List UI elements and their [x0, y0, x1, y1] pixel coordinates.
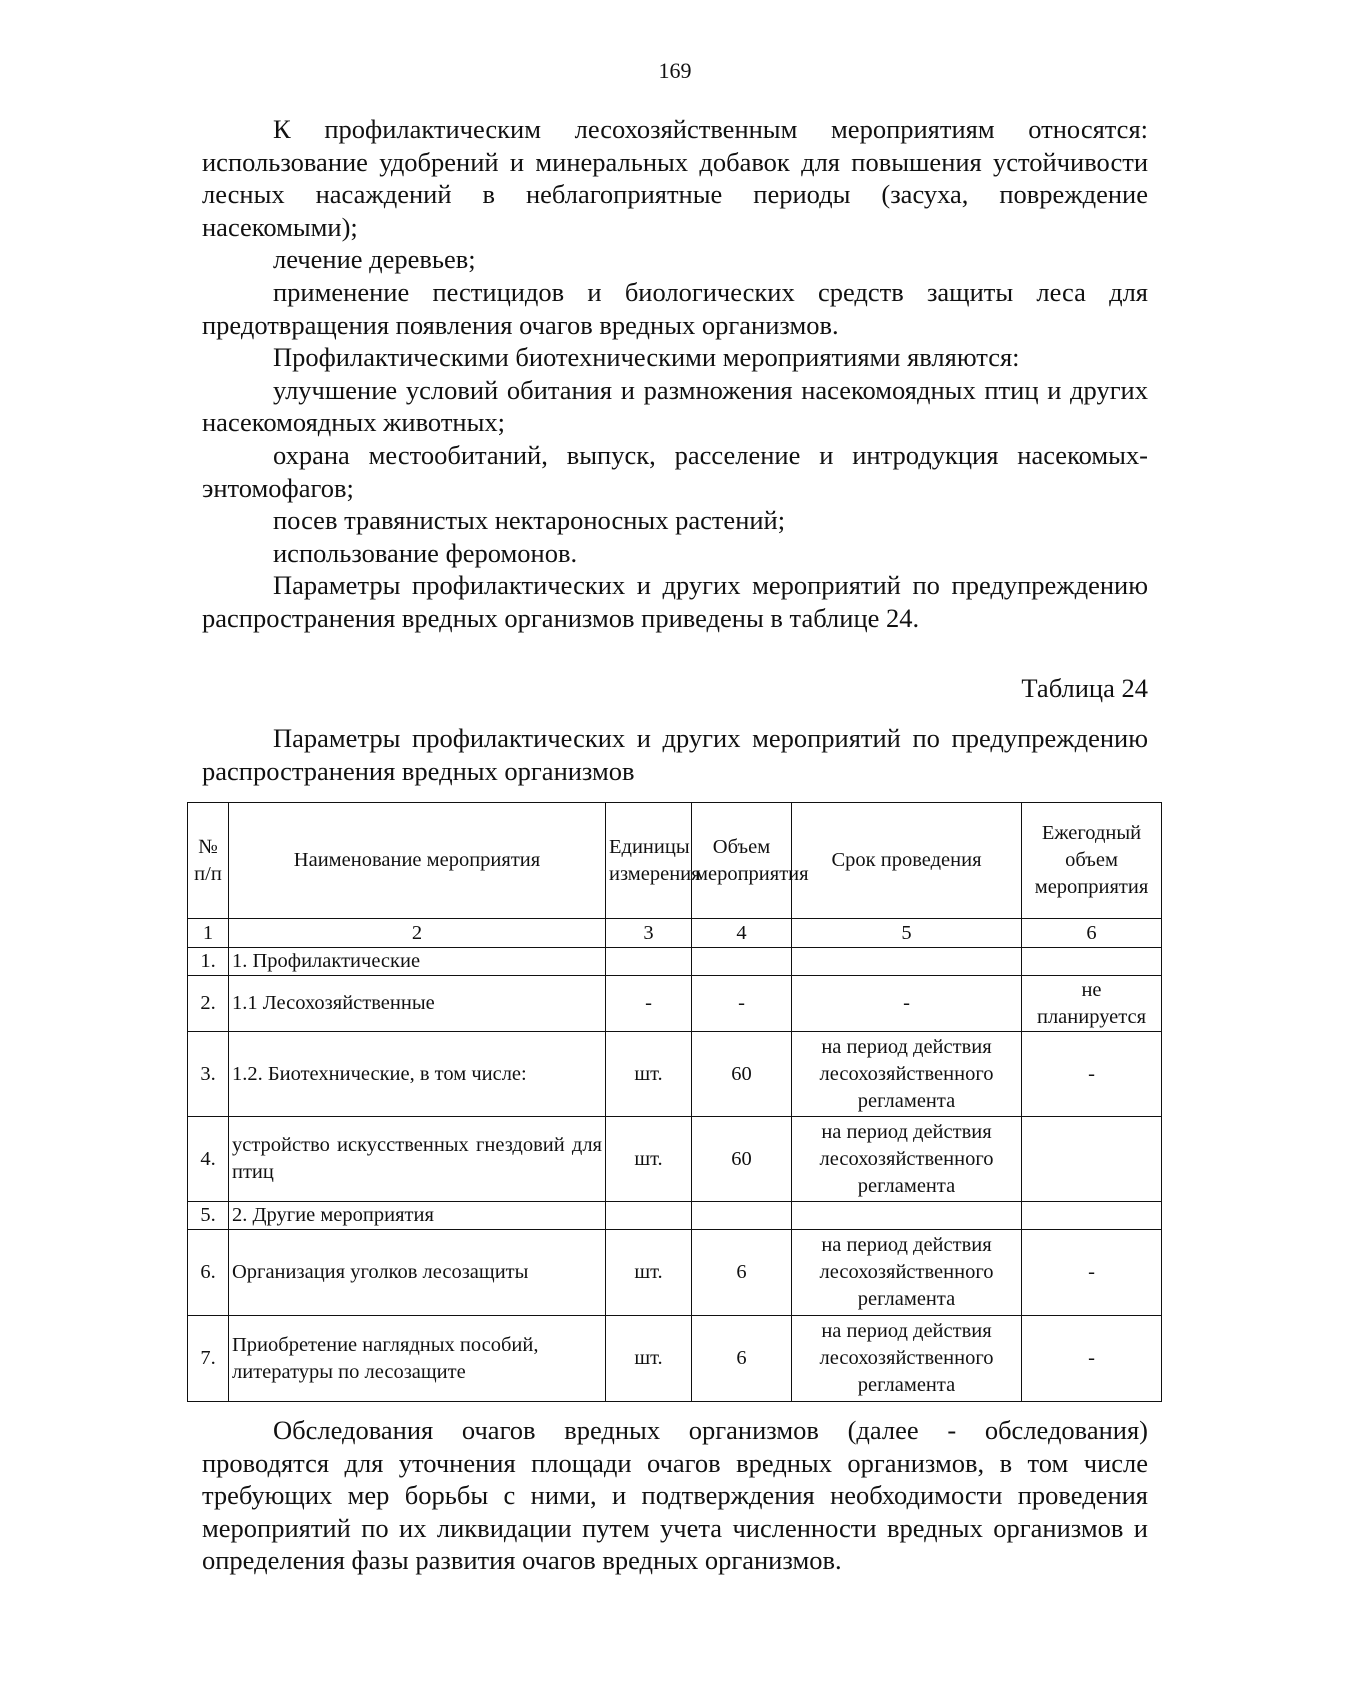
row-name: 2. Другие мероприятия — [229, 1202, 606, 1230]
row-unit — [606, 1202, 692, 1230]
row-volume: 6 — [692, 1230, 792, 1316]
row-num: 2. — [188, 976, 229, 1032]
row-unit: шт. — [606, 1316, 692, 1402]
table-row — [188, 1117, 1162, 1202]
row-unit: шт. — [606, 1032, 692, 1117]
row-volume: 6 — [692, 1316, 792, 1402]
column-number-row — [188, 919, 1162, 948]
row-num: 3. — [188, 1032, 229, 1117]
table-row — [188, 1202, 1162, 1230]
row-volume — [692, 948, 792, 976]
row-annual: не планируется — [1022, 976, 1162, 1032]
row-unit: - — [606, 976, 692, 1032]
paragraph: улучшение условий обитания и размножения насекомоядных птиц и других насекомоядных животных; — [202, 374, 1148, 438]
row-annual — [1022, 1202, 1162, 1230]
header-annual: Ежегодный объем мероприятия — [1022, 803, 1162, 919]
intro-text — [202, 113, 1148, 635]
table-caption — [202, 722, 1148, 787]
header-unit: Единицы измерения — [606, 803, 692, 919]
paragraph: К профилактическим лесохозяйственным мероприятиям относятся: использование удобрений и минеральных добавок для повышения устойчивости лесных насаждений в неблагоприятные периоды (засуха, повреждение насекомыми); — [202, 114, 1148, 242]
paragraph: использование феромонов. — [273, 537, 578, 568]
row-name: устройство искусственных гнездовий для птиц — [229, 1117, 606, 1202]
header-num: № п/п — [188, 803, 229, 919]
table-row — [188, 948, 1162, 976]
row-volume: 60 — [692, 1032, 792, 1117]
table-caption-text: Параметры профилактических и других мероприятий по предупреждению распространения вредных организмов — [202, 723, 1148, 786]
row-annual — [1022, 948, 1162, 976]
row-annual: - — [1022, 1316, 1162, 1402]
row-name: 1. Профилактические — [229, 948, 606, 976]
row-volume: - — [692, 976, 792, 1032]
row-annual: - — [1022, 1032, 1162, 1117]
page-number: 169 — [658, 58, 692, 83]
row-name: Приобретение наглядных пособий, литературы по лесозащите — [229, 1316, 606, 1402]
row-term: на период действия лесохозяйственного регламента — [792, 1117, 1022, 1202]
row-volume: 60 — [692, 1117, 792, 1202]
table-row — [188, 1032, 1162, 1117]
row-num: 7. — [188, 1316, 229, 1402]
measures-table — [187, 802, 1162, 1402]
row-term: на период действия лесохозяйственного регламента — [792, 1230, 1022, 1316]
row-term — [792, 948, 1022, 976]
header-term: Срок проведения — [792, 803, 1022, 919]
row-term: на период действия лесохозяйственного регламента — [792, 1316, 1022, 1402]
column-number: 1 — [188, 919, 229, 948]
header-name: Наименование мероприятия — [229, 803, 606, 919]
row-volume — [692, 1202, 792, 1230]
column-number: 3 — [606, 919, 692, 948]
table-row — [188, 1230, 1162, 1316]
row-unit — [606, 948, 692, 976]
row-term — [792, 1202, 1022, 1230]
row-num: 4. — [188, 1117, 229, 1202]
column-number: 6 — [1022, 919, 1162, 948]
row-name: 1.2. Биотехнические, в том числе: — [229, 1032, 606, 1117]
header-volume: Объем мероприятия — [692, 803, 792, 919]
table-header-row — [188, 803, 1162, 919]
row-annual — [1022, 1117, 1162, 1202]
paragraph: посев травянистых нектароносных растений; — [273, 505, 786, 536]
paragraph: лечение деревьев; — [273, 244, 476, 275]
column-number: 4 — [692, 919, 792, 948]
row-unit: шт. — [606, 1230, 692, 1316]
closing-text — [202, 1414, 1148, 1577]
table-row — [188, 1316, 1162, 1402]
paragraph: Профилактическими биотехническими мероприятиями являются: — [273, 342, 1020, 373]
table-row — [188, 976, 1162, 1032]
row-num: 1. — [188, 948, 229, 976]
row-annual: - — [1022, 1230, 1162, 1316]
paragraph: охрана местообитаний, выпуск, расселение и интродукция насекомых-энтомофагов; — [202, 439, 1148, 503]
row-name: Организация уголков лесозащиты — [229, 1230, 606, 1316]
row-num: 6. — [188, 1230, 229, 1316]
row-unit: шт. — [606, 1117, 692, 1202]
paragraph: Параметры профилактических и других мероприятий по предупреждению распространения вредных организмов приведены в таблице 24. — [202, 570, 1148, 633]
paragraph: применение пестицидов и биологических средств защиты леса для предотвращения появления очагов вредных организмов. — [202, 276, 1148, 340]
column-number: 5 — [792, 919, 1022, 948]
paragraph: Обследования очагов вредных организмов (далее - обследования) проводятся для уточнения площади очагов вредных организмов, в том числе требующих мер борьбы с ними, и подтверждения необходимости проведения мероприятий по их ликвидации путем учета численности вредных организмов и определения фазы развития очагов вредных организмов. — [202, 1415, 1148, 1576]
row-term: - — [792, 976, 1022, 1032]
row-name: 1.1 Лесохозяйственные — [229, 976, 606, 1032]
row-num: 5. — [188, 1202, 229, 1230]
column-number: 2 — [229, 919, 606, 948]
table-label: Таблица 24 — [1021, 673, 1148, 703]
row-term: на период действия лесохозяйственного регламента — [792, 1032, 1022, 1117]
